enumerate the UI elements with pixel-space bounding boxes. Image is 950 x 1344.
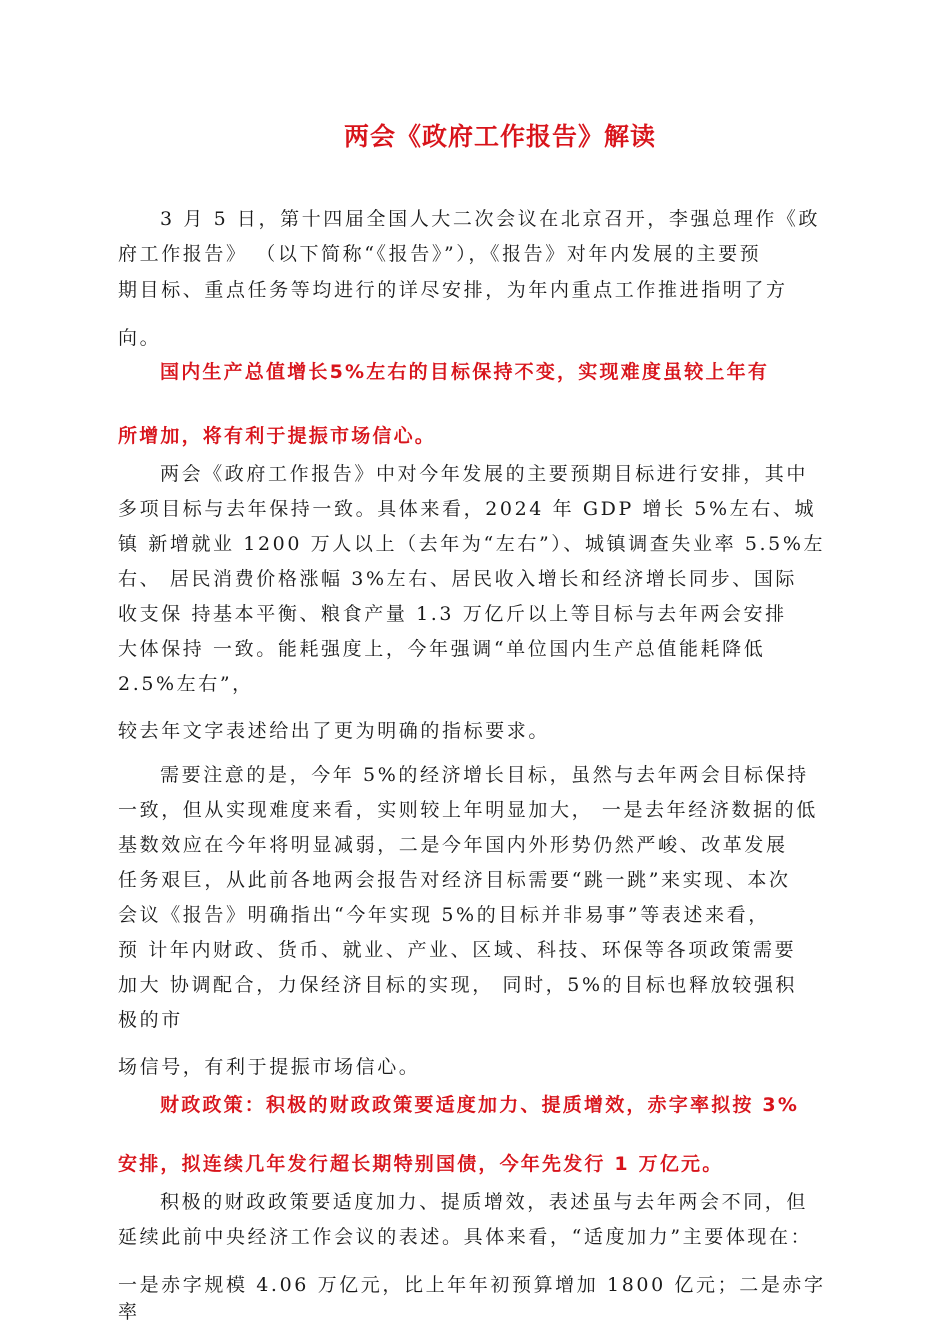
section-heading-line: 财政政策：积极的财政政策要适度加力、提质增效，赤字率拟按 3% xyxy=(160,1094,800,1116)
paragraph-line: 3 月 5 日，第十四届全国人大二次会议在北京召开，李强总理作《政 xyxy=(160,208,821,230)
paragraph-line: 一致，但从实现难度来看，实则较上年明显加大， 一是去年经济数据的低 xyxy=(118,799,818,821)
paragraph-line: 率 xyxy=(118,1301,140,1323)
paragraph-line: 需要注意的是，今年 5%的经济增长目标，虽然与去年两会目标保持 xyxy=(160,764,809,786)
paragraph-line: 右、 居民消费价格涨幅 3%左右、居民收入增长和经济增长同步、国际 xyxy=(118,568,798,590)
paragraph-line: 两会《政府工作报告》中对今年发展的主要预期目标进行安排，其中 xyxy=(160,463,809,485)
section-heading-line: 国内生产总值增长5%左右的目标保持不变，实现难度虽较上年有 xyxy=(160,361,770,383)
paragraph-line: 延续此前中央经济工作会议的表述。具体来看，“适度加力”主要体现在： xyxy=(118,1226,813,1248)
paragraph-line: 加大 协调配合，力保经济目标的实现， 同时，5%的目标也释放较强积 xyxy=(118,974,798,996)
paragraph-line: 大体保持 一致。能耗强度上，今年强调“单位国内生产总值能耗降低 xyxy=(118,638,766,660)
paragraph-line: 较去年文字表述给出了更为明确的指标要求。 xyxy=(118,720,551,742)
section-heading-line: 所增加，将有利于提振市场信心。 xyxy=(118,425,437,447)
paragraph-line: 任务艰巨，从此前各地两会报告对经济目标需要“跳一跳”来实现、本次 xyxy=(118,869,791,891)
paragraph-line: 一是赤字规模 4.06 万亿元，比上年年初预算增加 1800 亿元；二是赤字 xyxy=(118,1274,826,1296)
section-heading-line: 安排，拟连续几年发行超长期特别国债，今年先发行 1 万亿元。 xyxy=(118,1153,724,1175)
paragraph-line: 场信号，有利于提振市场信心。 xyxy=(118,1056,421,1078)
paragraph-line: 预 计年内财政、货币、就业、产业、区域、科技、环保等各项政策需要 xyxy=(118,939,797,961)
paragraph-line: 镇 新增就业 1200 万人以上（去年为“左右”）、城镇调查失业率 5.5%左 xyxy=(118,533,826,555)
paragraph-line: 向。 xyxy=(118,327,162,349)
paragraph-line: 多项目标与去年保持一致。具体来看，2024 年 GDP 增长 5%左右、城 xyxy=(118,498,817,520)
paragraph-line: 极的市 xyxy=(118,1009,183,1031)
paragraph-line: 会议《报告》明确指出“今年实现 5%的目标并非易事”等表述来看， xyxy=(118,904,770,926)
paragraph-line: 府工作报告》 （以下简称“《报告》”），《报告》对年内发展的主要预 xyxy=(118,243,762,265)
document-title: 两会《政府工作报告》解读 xyxy=(343,122,656,151)
paragraph-line: 期目标、重点任务等均进行的详尽安排，为年内重点工作推进指明了方 xyxy=(118,279,788,301)
paragraph-line: 收支保 持基本平衡、粮食产量 1.3 万亿斤以上等目标与去年两会安排 xyxy=(118,603,787,625)
paragraph-line: 基数效应在今年将明显减弱，二是今年国内外形势仍然严峻、改革发展 xyxy=(118,834,788,856)
paragraph-line: 积极的财政政策要适度加力、提质增效，表述虽与去年两会不同，但 xyxy=(160,1191,809,1213)
paragraph-line: 2.5%左右”， xyxy=(118,673,254,695)
